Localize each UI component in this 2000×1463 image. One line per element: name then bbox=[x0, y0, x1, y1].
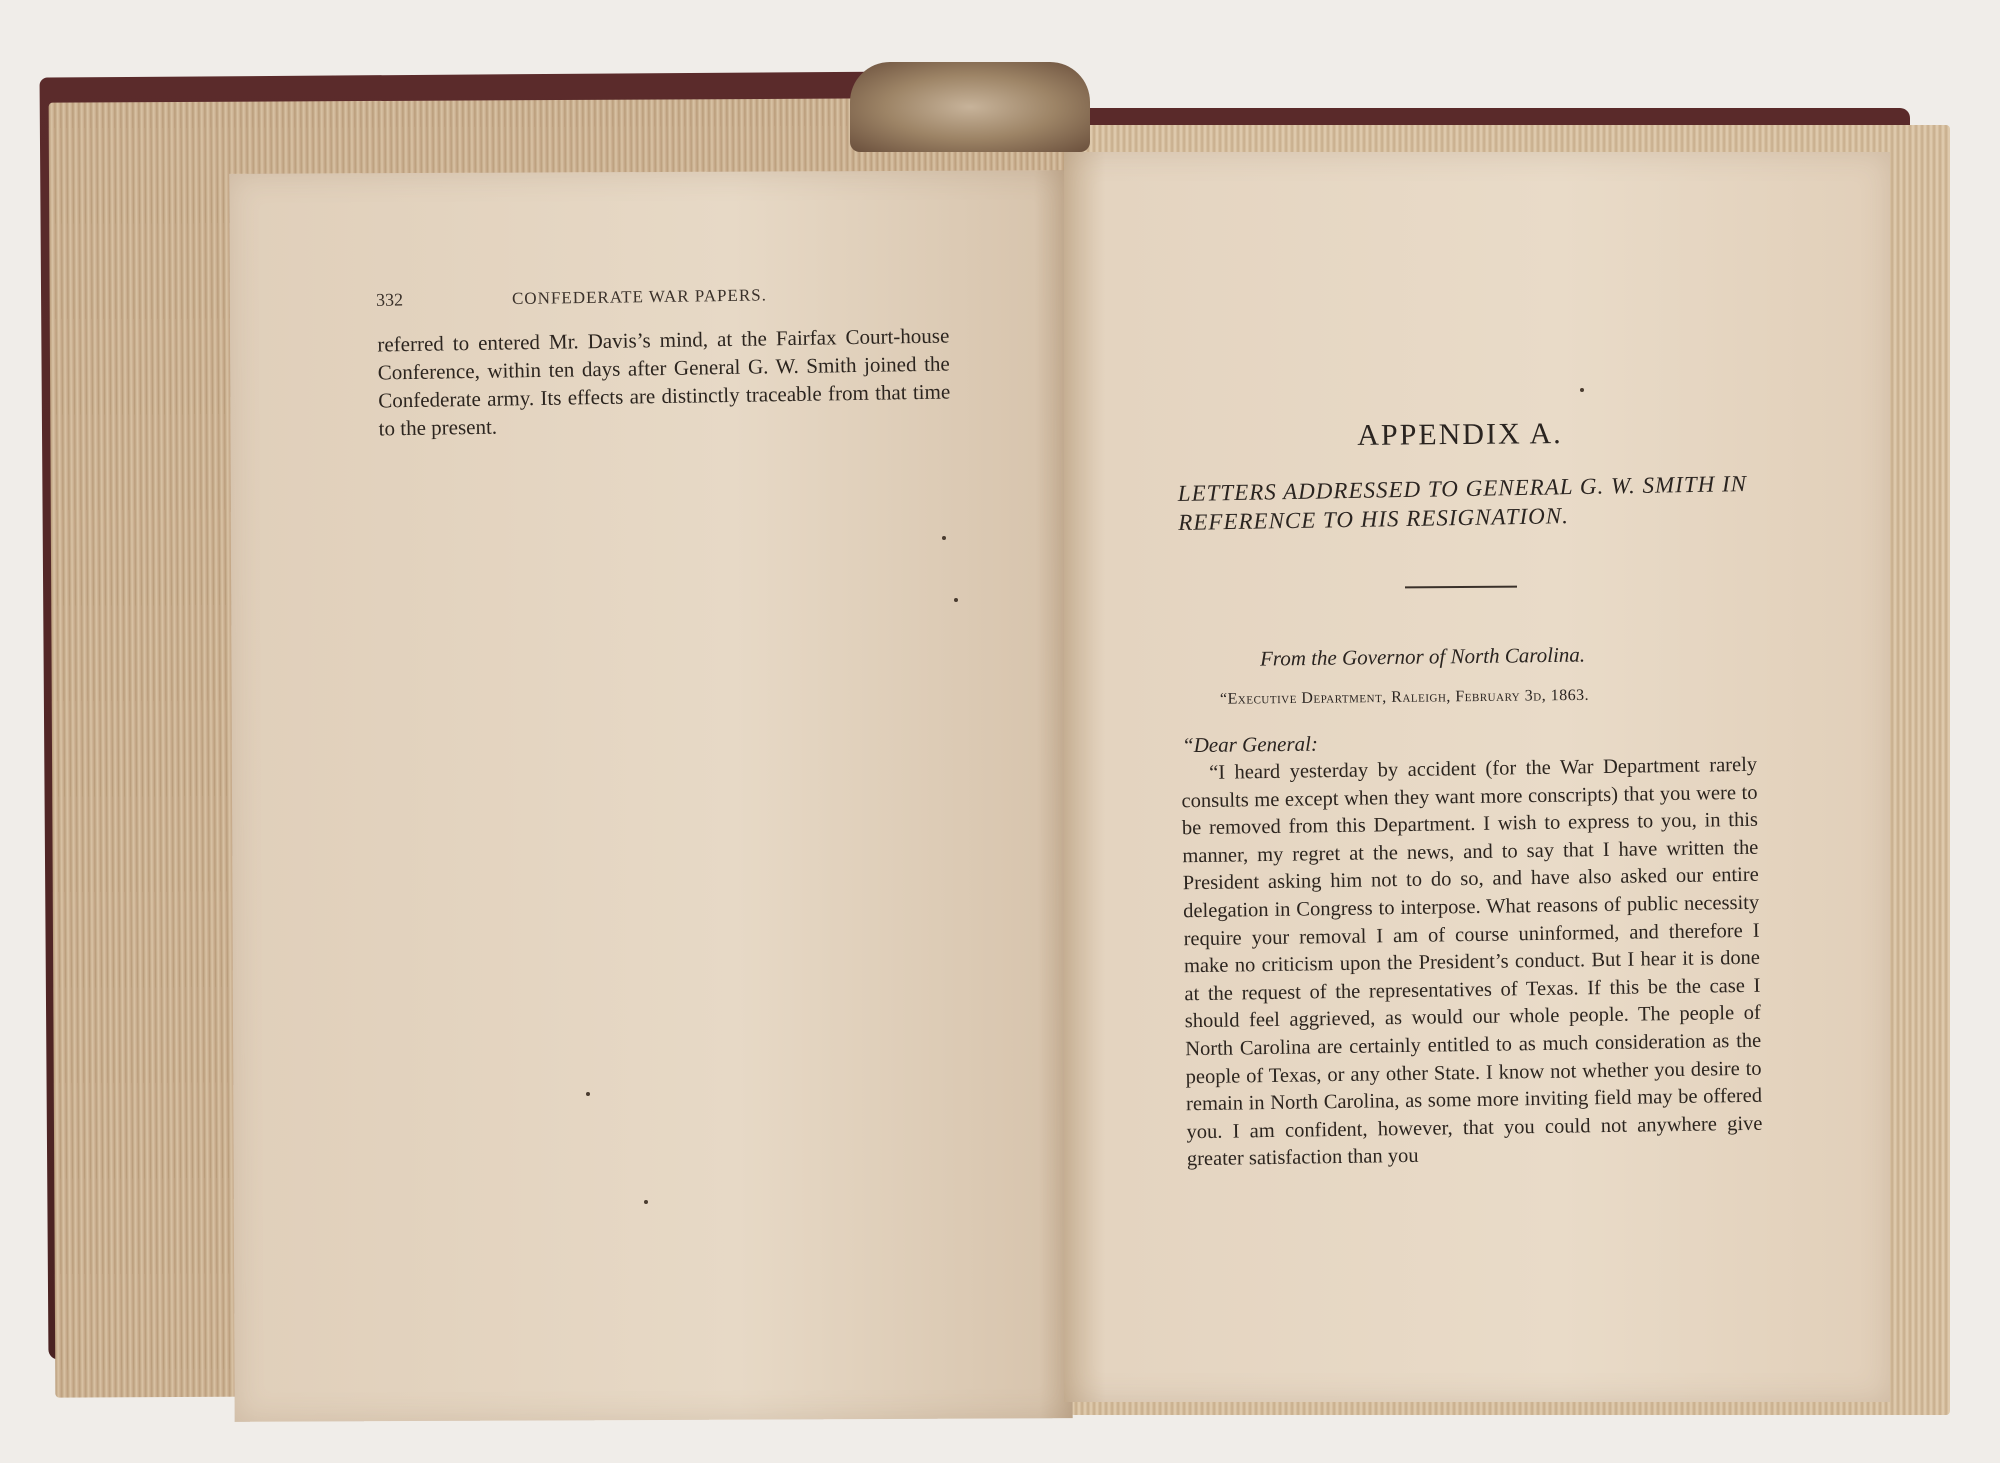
book-spine bbox=[850, 62, 1090, 152]
page-number: 332 bbox=[375, 289, 404, 310]
paper-speck bbox=[644, 1200, 648, 1204]
letter-body bbox=[1181, 752, 1763, 1174]
running-head-title: CONFEDERATE WAR PAPERS. bbox=[511, 285, 768, 309]
letter-salutation: “Dear General: bbox=[1181, 731, 1319, 758]
letter-paragraph: “I heard yesterday by accident (for the War Department rarely consults me except when they want more conscripts) that you were to be removed from this Department. I wish to express to you, in this manner, my regret at the news, and to say that I have written the President asking him not to do so, and have also asked our entire delegation in Congress to interpose. What reasons of public necessity require your removal I am of course uninformed, and therefore I make no criticism upon the President’s conduct. But I hear it is done at the request of the representatives of Texas. If this be the case I should feel aggrieved, as would our whole people. The people of North Carolina are certainly entitled to as much consideration as the people of Texas, or any other State. I know not whether you desire to remain in North Carolina, as some more inviting field may be offered you. I am confident, however, that you could not anywhere give greater satisfaction than you bbox=[1181, 753, 1763, 1171]
paper-speck bbox=[586, 1092, 590, 1096]
paper-speck bbox=[942, 536, 946, 540]
appendix-title: APPENDIX A. bbox=[1357, 417, 1563, 452]
paper-speck bbox=[1580, 388, 1584, 392]
letter-dateline: “Executive Department, Raleigh, February 3d, 1863. bbox=[1219, 686, 1590, 708]
appendix-subtitle: LETTERS ADDRESSED TO GENERAL G. W. SMITH IN REFERENCE TO HIS RESIGNATION. bbox=[1177, 471, 1748, 535]
from-line: From the Governor of North Carolina. bbox=[1259, 642, 1586, 671]
paper-speck bbox=[954, 598, 958, 602]
left-paragraph: referred to entered Mr. Davis’s mind, at the Fairfax Court-house Conference, within ten days after General G. W. Smith joined the Confederate army. Its effects are distinctly traceable from that time to the present. bbox=[377, 323, 951, 441]
left-page-text bbox=[377, 322, 951, 443]
